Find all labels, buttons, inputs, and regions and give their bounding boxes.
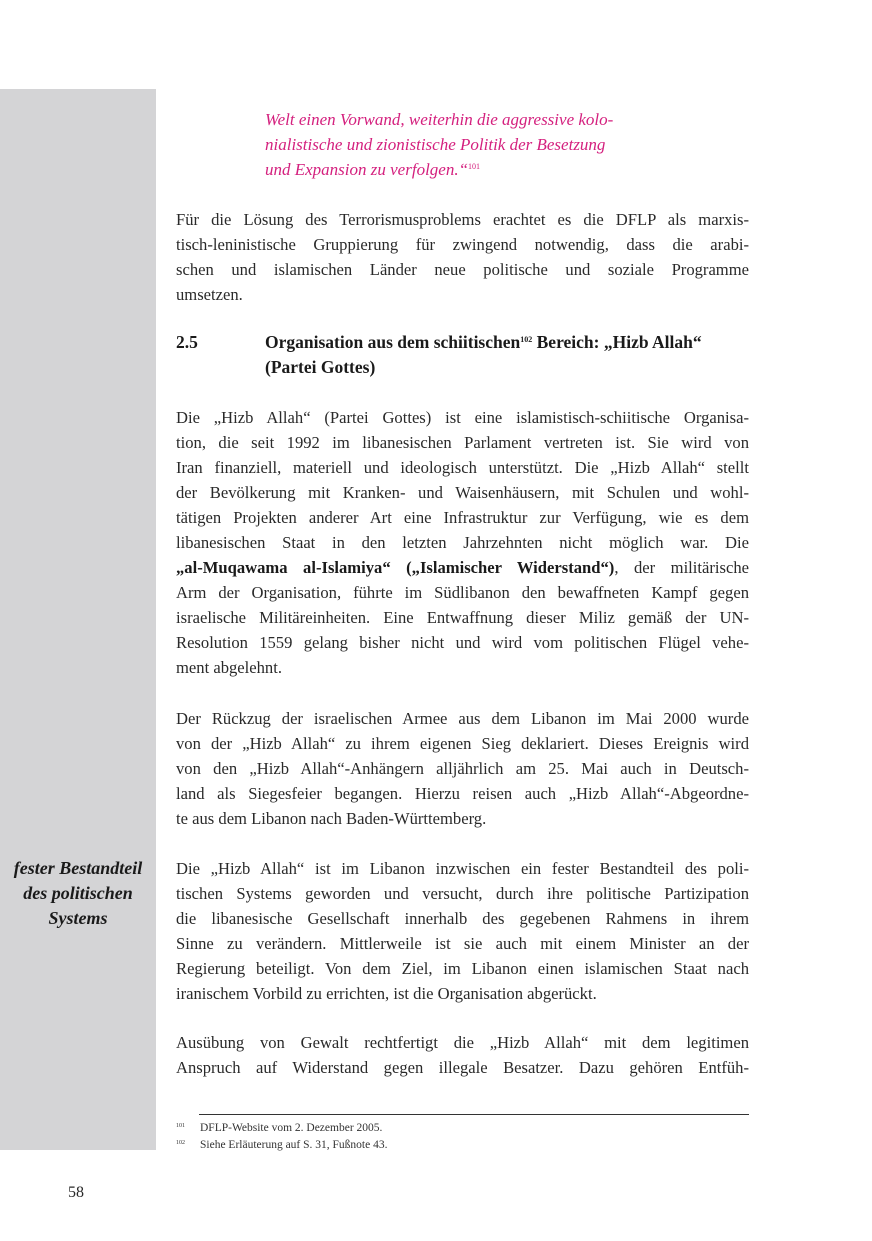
text-line: Iran finanziell, materiell und ideologisch unterstützt. Die „Hizb Allah“ stellt (176, 458, 749, 477)
footnote-divider (199, 1114, 749, 1115)
text-line: israelische Militäreinheiten. Eine Entwaffnung dieser Miliz gemäß der UN- (176, 608, 749, 627)
text-line: tisch-leninistische Gruppierung für zwingend notwendig, dass die arabi- (176, 235, 749, 254)
text-line: tätigen Projekten anderer Art eine Infrastruktur zur Verfügung, wie es dem (176, 508, 749, 527)
paragraph-withdrawal (176, 706, 749, 831)
text-line: Resolution 1559 gelang bisher nicht und wird vom politischen Flügel vehe- (176, 633, 749, 652)
block-quote (265, 107, 665, 182)
paragraph-political-system (176, 856, 749, 1006)
paragraph-dflp (176, 207, 749, 307)
heading-text: Bereich: „Hizb Allah“ (532, 332, 702, 352)
quote-line (265, 157, 665, 182)
text-line: Für die Lösung des Terrorismusproblems erachtet es die DFLP als marxis- (176, 210, 749, 229)
margin-note-line: fester Bestandteil (13, 858, 143, 878)
margin-note-line: des politischen (23, 883, 133, 903)
footnotes (176, 1120, 749, 1154)
quote-line: Welt einen Vorwand, weiterhin die aggressive kolo- (265, 110, 614, 129)
margin-note (0, 856, 156, 931)
text-line: schen und islamischen Länder neue politische und soziale Programme (176, 260, 749, 279)
text-line: te aus dem Libanon nach Baden-Württemberg. (176, 809, 487, 828)
text-line: libanesischen Staat in den letzten Jahrzehnten nicht möglich war. Die (176, 533, 749, 552)
text-line: Arm der Organisation, führte im Südlibanon den bewaffneten Kampf gegen (176, 583, 749, 602)
text-line (176, 555, 749, 580)
text-line: Die „Hizb Allah“ (Partei Gottes) ist eine islamistisch-schiitische Organisa- (176, 408, 749, 427)
text-line: tischen Systems geworden und versucht, durch ihre politische Partizipation (176, 884, 749, 903)
text-line: tion, die seit 1992 im libanesischen Parlament vertreten ist. Sie wird von (176, 433, 749, 452)
text-line: Die „Hizb Allah“ ist im Libanon inzwischen ein fester Bestandteil des poli- (176, 859, 749, 878)
heading-line (265, 330, 751, 355)
footnote (176, 1137, 749, 1154)
text-fragment: , der militärische (614, 558, 750, 577)
footnote (176, 1120, 749, 1137)
text-line: umsetzen. (176, 285, 243, 304)
quote-line-text: und Expansion zu verfolgen.“ (265, 160, 469, 179)
text-line: die libanesische Gesellschaft innerhalb des gegebenen Rahmens in ihrem (176, 909, 749, 928)
text-line: Der Rückzug der israelischen Armee aus dem Libanon im Mai 2000 wurde (176, 709, 749, 728)
paragraph-violence (176, 1030, 749, 1080)
text-line: der Bevölkerung mit Kranken- und Waisenhäusern, mit Schulen und wohl- (176, 483, 749, 502)
text-line: von den „Hizb Allah“-Anhängern alljährlich am 25. Mai auch in Deutsch- (176, 759, 749, 778)
margin-bar (0, 89, 156, 1150)
footnote-text: Siehe Erläuterung auf S. 31, Fußnote 43. (200, 1139, 388, 1151)
text-line: Regierung beteiligt. Von dem Ziel, im Libanon einen islamischen Staat nach (176, 959, 749, 978)
text-line: Ausübung von Gewalt rechtfertigt die „Hizb Allah“ mit dem legitimen (176, 1033, 749, 1052)
footnote-number: 101 (176, 1123, 185, 1129)
footnote-ref: 101 (468, 162, 481, 171)
heading-line: (Partei Gottes) (265, 357, 376, 377)
page-number: 58 (68, 1184, 84, 1201)
text-line: ment abgelehnt. (176, 658, 282, 677)
footnote-text: DFLP-Website vom 2. Dezember 2005. (200, 1122, 383, 1134)
text-line: iranischem Vorbild zu errichten, ist die Organisation abgerückt. (176, 984, 597, 1003)
margin-note-line: Systems (48, 908, 108, 928)
footnote-number: 102 (176, 1140, 185, 1146)
bold-term: „al-Muqawama al-Islamiya“ („Islamischer Widerstand“) (176, 558, 615, 577)
text-line: Sinne zu verändern. Mittlerweile ist sie auch mit einem Minister an der (176, 934, 749, 953)
section-heading (265, 330, 751, 380)
footnote-ref: 102 (520, 335, 533, 344)
heading-text: Organisation aus dem schiitischen (265, 332, 521, 352)
quote-line: nialistische und zionistische Politik der Besetzung (265, 135, 606, 154)
text-line: Anspruch auf Widerstand gegen illegale Besatzer. Dazu gehören Entfüh- (176, 1058, 749, 1077)
text-line: land als Siegesfeier begangen. Hierzu reisen auch „Hizb Allah“-Abgeordne- (176, 784, 749, 803)
paragraph-hizb-allah (176, 405, 749, 680)
section-number: 2.5 (176, 332, 198, 352)
text-line: von der „Hizb Allah“ zu ihrem eigenen Sieg deklariert. Dieses Ereignis wird (176, 734, 749, 753)
